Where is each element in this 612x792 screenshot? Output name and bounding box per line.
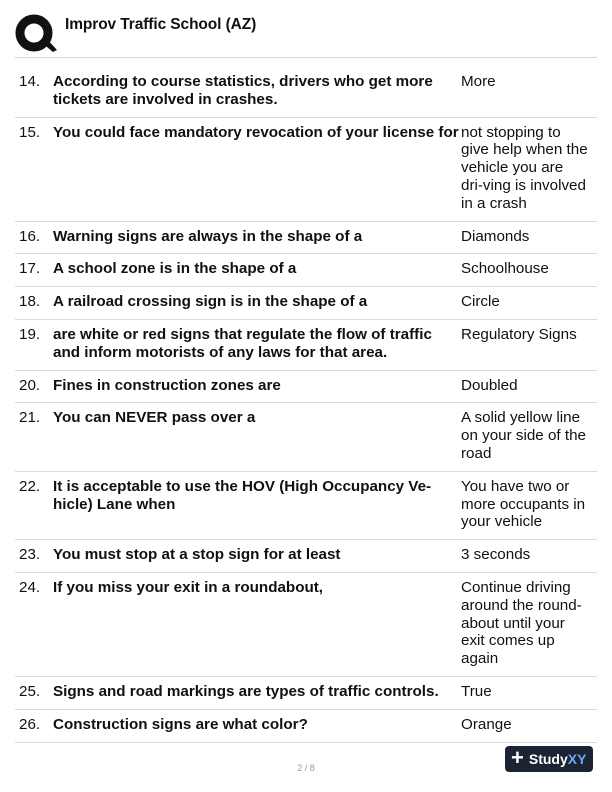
question-list [15, 68, 597, 743]
answer-text: Schoolhouse [461, 260, 549, 278]
question-text: If you miss your exit in a roundabout, [53, 578, 324, 596]
page-indicator: 2 / 8 [297, 763, 315, 773]
answer-text: 3 seconds [461, 546, 531, 564]
question-text: A school zone is in the shape of a [53, 260, 297, 278]
answer-text: Doubled [461, 376, 518, 394]
answer-text: Diamonds [461, 227, 530, 245]
question-number: 16. [19, 227, 41, 245]
question-number: 18. [19, 293, 41, 311]
question-number: 25. [19, 682, 41, 700]
question-row [15, 573, 597, 677]
document-title: Improv Traffic School (AZ) [65, 16, 257, 33]
question-text: Warning signs are always in the shape of a [53, 227, 363, 245]
question-row [15, 472, 597, 540]
answer-text: True [461, 682, 492, 700]
question-row [15, 254, 597, 287]
question-number: 24. [19, 578, 41, 596]
answer-text: A solid yellow line on your side of the road [461, 409, 586, 462]
question-number: 19. [19, 325, 41, 343]
q-logo-icon [15, 14, 57, 54]
question-row [15, 677, 597, 710]
plus-icon: + [511, 745, 524, 770]
question-text: are white or red signs that regulate the flow of traffic and inform motorists of any laws for that area. [53, 325, 432, 361]
question-row [15, 320, 597, 371]
answer-text: Regulatory Signs [461, 325, 577, 343]
brand-name-main: Study [528, 751, 568, 767]
question-text: Fines in construction zones are [53, 376, 281, 394]
header-divider [15, 57, 597, 58]
answer-text: More [461, 73, 496, 90]
question-text: Construction signs are what color? [53, 715, 308, 733]
question-number: 22. [19, 477, 41, 495]
question-row [15, 403, 597, 471]
question-text: You must stop at a stop sign for at least [53, 546, 341, 564]
question-number: 23. [19, 546, 41, 564]
question-row [15, 68, 597, 118]
question-text: A railroad crossing sign is in the shape of a [53, 293, 368, 311]
answer-text: You have two or more occupants in your vehicle [461, 477, 586, 531]
question-text: It is acceptable to use the HOV (High Occupancy Ve-hicle) Lane when [53, 477, 432, 513]
brand-name [529, 751, 587, 767]
question-number: 17. [19, 260, 41, 278]
answer-text: Orange [461, 715, 512, 733]
question-text: You can NEVER pass over a [53, 409, 256, 427]
answer-text: Circle [461, 293, 500, 311]
question-row [15, 540, 597, 573]
brand-name-accent: XY [567, 751, 587, 767]
question-text: Signs and road markings are types of traffic controls. [53, 682, 439, 700]
question-number: 20. [19, 376, 41, 394]
question-row [15, 222, 597, 255]
document-header [0, 0, 612, 58]
question-row [15, 371, 597, 404]
answer-text: not stopping to give help when the vehicle you are dri-ving is involved in a crash [461, 123, 588, 212]
question-text: According to course statistics, drivers who get more tickets are involved in crashes. [53, 73, 433, 108]
question-row [15, 287, 597, 320]
question-number: 26. [19, 715, 41, 733]
question-row [15, 710, 597, 743]
question-number: 14. [19, 73, 41, 90]
studyxy-badge[interactable] [505, 746, 593, 772]
question-number: 21. [19, 409, 41, 427]
question-row [15, 118, 597, 222]
answer-text: Continue driving around the round-about until your exit comes up again [461, 578, 582, 668]
question-number: 15. [19, 123, 41, 141]
question-text: You could face mandatory revocation of your license for [53, 123, 459, 141]
